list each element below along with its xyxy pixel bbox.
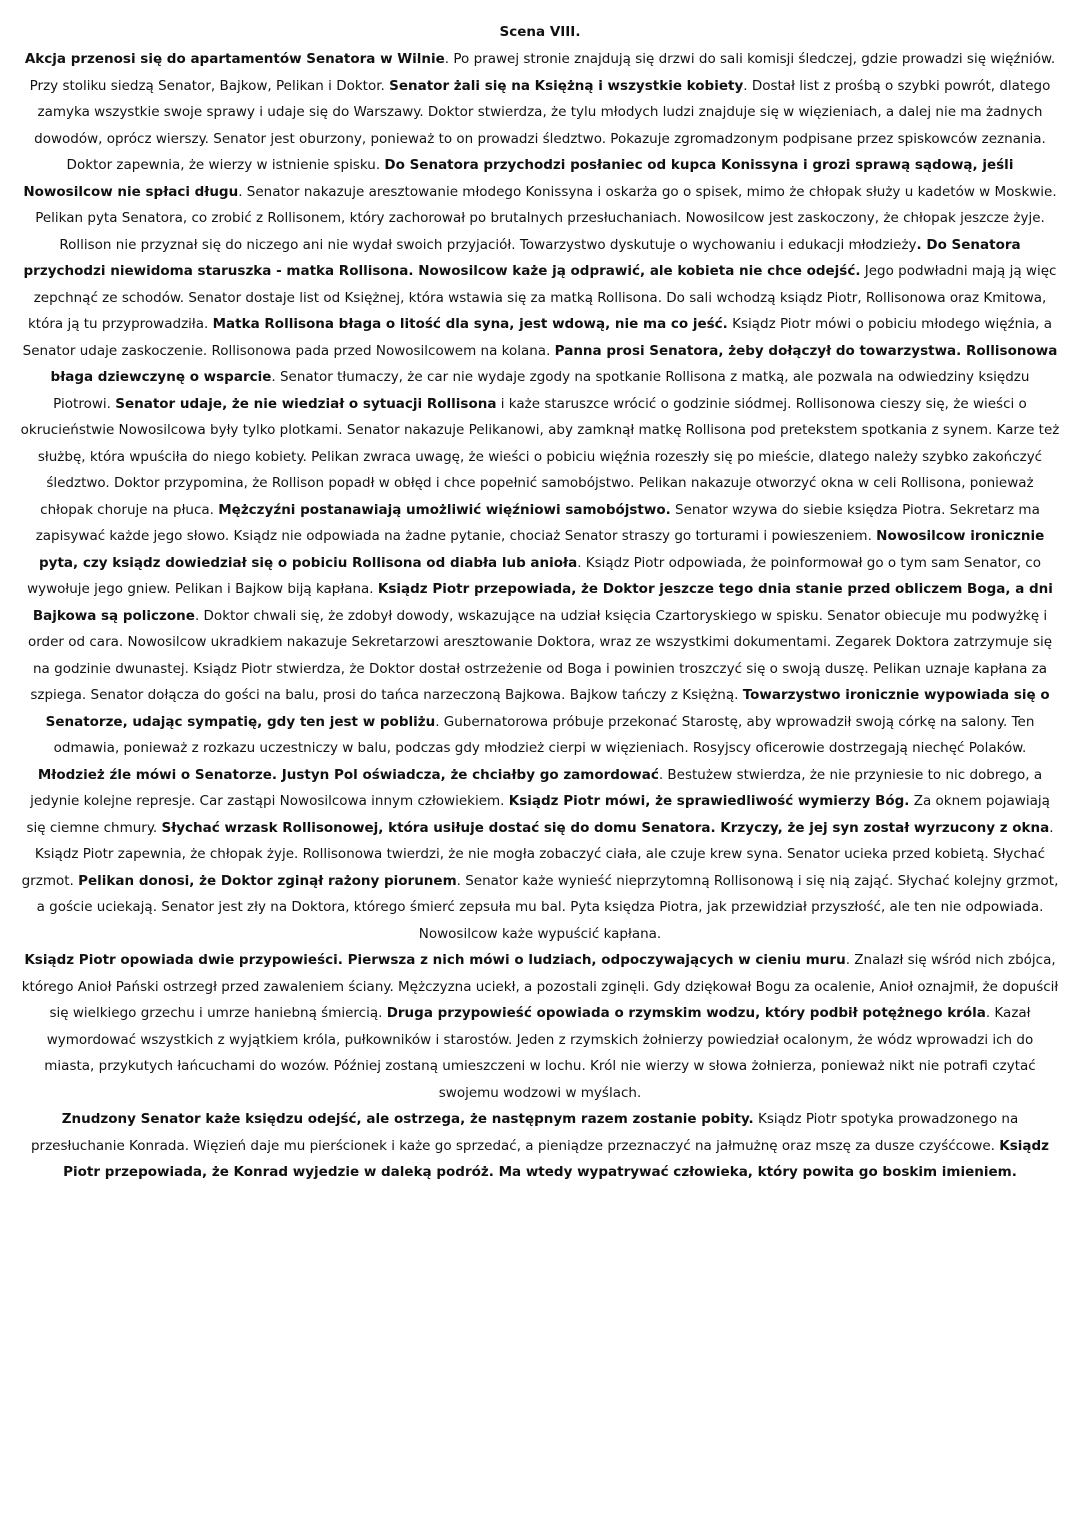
bold-summary-text: Do Senatora przychodzi posłaniec od kupca Konissyna i grozi sprawą sądową, jeśli Nowosilcow nie spłaci długu bbox=[23, 157, 1014, 200]
body-text: Ksiądz Piotr spotyka prowadzonego na przesłuchanie Konrada. Więzień daje mu pierścionek i każe go sprzedać, a pieniądze przeznaczyć na jałmużnę oraz mszę za dusze czyśćcowe. bbox=[30, 1111, 1019, 1154]
body-text: . Gubernatorowa próbuje przekonać Starostę, aby wprowadził swoją córkę na salony. Ten odmawia, ponieważ z rozkazu uczestniczy w balu, podczas gdy młodzież cierpi w więzieniach. Rosyjscy oficerowie dostrzegają niechęć Polaków. bbox=[53, 713, 1035, 756]
bold-summary-text: Znudzony Senator każe księdzu odejść, ale ostrzega, że następnym razem zostanie pobity. bbox=[61, 1111, 754, 1127]
bold-summary-text: Matka Rollisona błaga o litość dla syna, jest wdową, nie ma co jeść. bbox=[212, 316, 728, 332]
body-text: . Ksiądz Piotr zapewnia, że chłopak żyje. Rollisonowa twierdzi, że nie mogła zobaczyć ciała, ale czuje krew syna. Senator ucieka przed kobietą. Słychać grzmot. bbox=[21, 819, 1054, 889]
bold-summary-text: Panna prosi Senatora, żeby dołączył do towarzystwa. Rollisonowa błaga dziewczynę o wsparcie bbox=[50, 342, 1058, 385]
bold-summary-text: . Do Senatora przychodzi niewidoma staruszka - matka Rollisona. Nowosilcow każe ją odprawić, ale kobieta nie chce odejść. bbox=[23, 236, 1021, 279]
body-text: Ksiądz Piotr mówi o pobiciu młodego więźnia, a Senator udaje zaskoczenie. Rollisonowa pada przed Nowosilcowem na kolana. bbox=[22, 316, 1053, 359]
bold-summary-text: Nowosilcow ironicznie pyta, czy ksiądz dowiedział się o pobiciu Rollisona od diabła lub anioła bbox=[39, 528, 1045, 571]
paragraph-ending bbox=[20, 1106, 1060, 1186]
body-text: Za oknem pojawiają się ciemne chmury. bbox=[26, 793, 1050, 836]
body-text: . Po prawej stronie znajdują się drzwi do sali komisji śledczej, gdzie prowadzi się więźniów. Przy stoliku siedzą Senator, Bajkow, Pelikan i Doktor. bbox=[29, 51, 1056, 94]
body-text: i każe staruszce wrócić o godzinie siódmej. Rollisonowa cieszy się, że wieści o okrucieństwie Nowosilcowa były tylko plotkami. Senator nakazuje Pelikanowi, aby zamknął matkę Rollisona pod pretekstem spotkania z synem. Karze też służbę, która wpuściła do niego kobiety. Pelikan zwraca uwagę, że wieści o pobiciu więźnia rozeszły się po mieście, dlatego należy szybko zakończyć śledztwo. Doktor przypomina, że Rollison popadł w obłęd i chce popełnić samobójstwo. Pelikan nakazuje otworzyć okna w celi Rollisona, ponieważ chłopak choruje na płuca. bbox=[20, 395, 1060, 518]
bold-summary-text: Akcja przenosi się do apartamentów Senatora w Wilnie bbox=[24, 51, 445, 67]
body-text: . Senator nakazuje aresztowanie młodego Konissyna i oskarża go o spisek, mimo że chłopak służy u kadetów w Moskwie. Pelikan pyta Senatora, co zrobić z Rollisonem, który zachorował po brutalnych przesłuchaniach. Nowosilcow jest zaskoczony, że chłopak jeszcze żyje. Rollison nie przyznał się do niczego ani nie wydał swoich przyjaciół. Towarzystwo dyskutuje o wychowaniu i edukacji młodzieży bbox=[35, 183, 1057, 253]
paragraph-parables bbox=[20, 947, 1060, 1106]
body-text: Senator wzywa do siebie księdza Piotra. Sekretarz ma zapisywać każde jego słowo. Ksiądz nie odpowiada na żadne pytanie, chociaż Senator straszy go torturami i powieszeniem. bbox=[35, 501, 1040, 544]
bold-summary-text: Senator udaje, że nie wiedział o sytuacji Rollisona bbox=[115, 395, 497, 412]
bold-summary-text: Młodzież źle mówi o Senatorze. Justyn Pol oświadcza, że chciałby go zamordować bbox=[37, 766, 659, 783]
scene-title: Scena VIII. bbox=[499, 24, 581, 40]
bold-summary-text: Senator żali się na Księżną i wszystkie kobiety bbox=[389, 77, 744, 94]
body-text: Jego podwładni mają ją więc zepchnąć ze schodów. Senator dostaje list od Księżnej, która wstawia się za matką Rollisona. Do sali wchodzą ksiądz Piotr, Rollisonowa oraz Kmitowa, która ją tu przyprowadziła. bbox=[27, 263, 1057, 332]
bold-summary-text: Pelikan donosi, że Doktor zginął rażony piorunem bbox=[78, 872, 457, 889]
bold-summary-text: Ksiądz Piotr mówi, że sprawiedliwość wymierzy Bóg. bbox=[508, 793, 910, 809]
body-text: . Znalazł się wśród nich zbójca, którego Anioł Pański ostrzegł przed zawaleniem ściany. Mężczyzna uciekł, a pozostali zginęli. Gdy dziękował Bogu za ocalenie, Anioł oznajmił, że dopuścił się wielkiego grzechu i umrze haniebną śmiercią. bbox=[21, 952, 1059, 1021]
body-text: . Dostał list z prośbą o szybki powrót, dlatego zamyka wszystkie swoje sprawy i udaje się do Warszawy. Doktor stwierdza, że tylu młodych ludzi znajduje się w więzieniach, a dalej nie ma żadnych dowodów, oprócz wierszy. Senator jest oburzony, ponieważ to on prowadzi śledztwo. Pokazuje zgromadzonym podpisane przez spiskowców zeznania. Doktor zapewnia, że wierzy w istnienie spisku. bbox=[34, 77, 1051, 173]
body-text: . Doktor chwali się, że zdobył dowody, wskazujące na udział księcia Czartoryskiego w spisku. Senator obiecuje mu podwyżkę i order od cara. Nowosilcow ukradkiem nakazuje Sekretarzowi aresztowanie Doktora, wraz ze wszystkimi dokumentami. Zegarek Doktora zatrzymuje się na godzinie dwunastej. Ksiądz Piotr stwierdza, że Doktor dostał ostrzeżenie od Boga i powinien troszczyć się o swoją duszę. Pelikan uznaje kapłana za szpiega. Senator dołącza do gości na balu, prosi do tańca narzeczoną Bajkowa. Bajkow tańczy z Księżną. bbox=[27, 607, 1053, 703]
paragraph-main bbox=[20, 46, 1060, 947]
body-text: . Kazał wymordować wszystkich z wyjątkiem króla, pułkowników i starostów. Jeden z rzymskich żołnierzy powiedział ocalonym, że wódz wprowadzi ich do miasta, przykutych łańcuchami do wozów. Później zostaną umieszczeni w lochu. Król nie wierzy w słowa żołnierza, ponieważ nikt nie potrafi czytać swojemu wodzowi w myślach. bbox=[44, 1005, 1036, 1101]
bold-summary-text: Towarzystwo ironicznie wypowiada się o Senatorze, udając sympatię, gdy ten jest w pobliżu bbox=[45, 687, 1050, 730]
bold-summary-text: Ksiądz Piotr przepowiada, że Konrad wyjedzie w daleką podróż. Ma wtedy wypatrywać człowieka, który powita go boskim imieniem. bbox=[63, 1137, 1050, 1180]
body-text: . Bestużew stwierdza, że nie przyniesie to nic dobrego, a jedynie kolejne represje. Car zastąpi Nowosilcowa innym człowiekiem. bbox=[30, 766, 1043, 809]
body-text: . Ksiądz Piotr odpowiada, że poinformował go o tym sam Senator, co wywołuje jego gniew. Pelikan i Bajkow biją kapłana. bbox=[27, 554, 1041, 597]
bold-summary-text: Druga przypowieść opowiada o rzymskim wodzu, który podbił potężnego króla bbox=[386, 1005, 986, 1021]
bold-summary-text: Ksiądz Piotr opowiada dwie przypowieści. Pierwsza z nich mówi o ludziach, odpoczywających w cieniu muru bbox=[24, 952, 846, 968]
bold-summary-text: Mężczyźni postanawiają umożliwić więźniowi samobójstwo. bbox=[218, 501, 671, 518]
bold-summary-text: Ksiądz Piotr przepowiada, że Doktor jeszcze tego dnia stanie przed obliczem Boga, a dni Bajkowa są policzone bbox=[32, 581, 1053, 624]
bold-summary-text: Słychać wrzask Rollisonowej, która usiłuje dostać się do domu Senatora. Krzyczy, że jej syn został wyrzucony z okna bbox=[161, 819, 1050, 836]
body-text: . Senator tłumaczy, że car nie wydaje zgody na spotkanie Rollisona z matką, ale pozwala na odwiedziny księdzu Piotrowi. bbox=[53, 369, 1030, 412]
body-text: . Senator każe wynieść nieprzytomną Rollisonową i się nią zająć. Słychać kolejny grzmot, a goście uciekają. Senator jest zły na Doktora, którego śmierć zepsuła mu bal. Pyta księdza Piotra, jak przewidział przyszłość, ale ten nie odpowiada. Nowosilcow każe wypuścić kapłana. bbox=[36, 872, 1059, 942]
